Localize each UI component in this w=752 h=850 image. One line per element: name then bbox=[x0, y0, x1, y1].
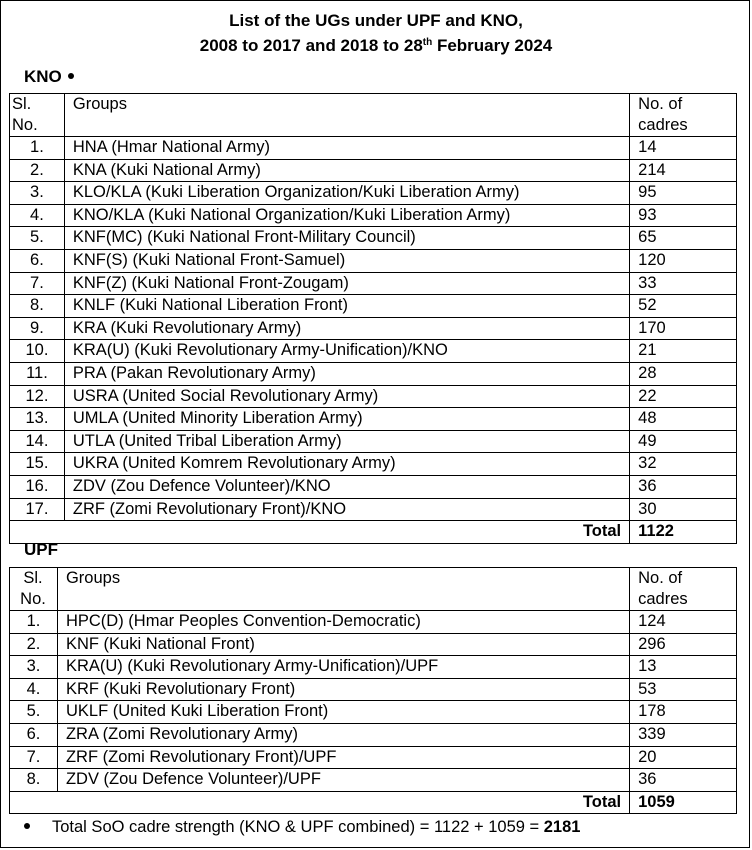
summary-value: 2181 bbox=[543, 818, 581, 836]
row-group: PRA (Pakan Revolutionary Army) bbox=[64, 362, 629, 385]
row-cadres: 22 bbox=[630, 385, 737, 408]
row-sl: 10. bbox=[10, 340, 65, 363]
row-sl: 7. bbox=[10, 272, 65, 295]
row-cadres: 178 bbox=[630, 701, 737, 724]
row-group: KNO/KLA (Kuki National Organization/Kuki Liberation Army) bbox=[64, 204, 629, 227]
upf-header-cadres bbox=[630, 568, 737, 611]
row-group: KNLF (Kuki National Liberation Front) bbox=[64, 295, 629, 318]
table-row bbox=[10, 746, 737, 769]
kno-header-cadres-text: No. of cadres bbox=[638, 95, 688, 134]
total-label: Total bbox=[10, 521, 630, 544]
table-row bbox=[10, 159, 737, 182]
title-line-2 bbox=[0, 33, 752, 58]
row-group: KRA(U) (Kuki Revolutionary Army-Unification)/UPF bbox=[57, 656, 629, 679]
row-cadres: 296 bbox=[630, 633, 737, 656]
row-group: KNF (Kuki National Front) bbox=[57, 633, 629, 656]
row-sl: 11. bbox=[10, 362, 65, 385]
row-group: UKRA (United Komrem Revolutionary Army) bbox=[64, 453, 629, 476]
row-group: KRF (Kuki Revolutionary Front) bbox=[57, 678, 629, 701]
upf-header-cadres-text: No. of cadres bbox=[638, 569, 688, 608]
row-group: HNA (Hmar National Army) bbox=[64, 137, 629, 160]
table-row bbox=[10, 249, 737, 272]
total-label: Total bbox=[10, 791, 630, 814]
row-group: ZRF (Zomi Revolutionary Front)/UPF bbox=[57, 746, 629, 769]
row-sl: 2. bbox=[10, 633, 58, 656]
row-cadres: 170 bbox=[630, 317, 737, 340]
row-sl: 1. bbox=[10, 137, 65, 160]
row-group: KRA(U) (Kuki Revolutionary Army-Unification)/KNO bbox=[64, 340, 629, 363]
table-row bbox=[10, 408, 737, 431]
row-sl: 6. bbox=[10, 249, 65, 272]
row-sl: 9. bbox=[10, 317, 65, 340]
row-group: UMLA (United Minority Liberation Army) bbox=[64, 408, 629, 431]
row-group: KNF(Z) (Kuki National Front-Zougam) bbox=[64, 272, 629, 295]
table-row bbox=[10, 453, 737, 476]
row-cadres: 65 bbox=[630, 227, 737, 250]
summary-line bbox=[24, 818, 580, 837]
row-cadres: 53 bbox=[630, 678, 737, 701]
row-cadres: 30 bbox=[630, 498, 737, 521]
row-cadres: 20 bbox=[630, 746, 737, 769]
row-group: KNA (Kuki National Army) bbox=[64, 159, 629, 182]
total-value: 1122 bbox=[630, 521, 737, 544]
row-group: USRA (United Social Revolutionary Army) bbox=[64, 385, 629, 408]
row-sl: 2. bbox=[10, 159, 65, 182]
kno-header-sl bbox=[10, 94, 65, 137]
total-row bbox=[10, 791, 737, 814]
row-sl: 17. bbox=[10, 498, 65, 521]
row-cadres: 93 bbox=[630, 204, 737, 227]
total-row bbox=[10, 521, 737, 544]
table-row bbox=[10, 723, 737, 746]
upf-section-label: UPF bbox=[24, 540, 58, 559]
table-row bbox=[10, 475, 737, 498]
row-cadres: 124 bbox=[630, 611, 737, 634]
table-row bbox=[10, 182, 737, 205]
upf-table-body bbox=[10, 568, 737, 814]
title-line-1: List of the UGs under UPF and KNO, bbox=[229, 11, 523, 30]
row-group: ZRF (Zomi Revolutionary Front)/KNO bbox=[64, 498, 629, 521]
total-value: 1059 bbox=[630, 791, 737, 814]
row-cadres: 28 bbox=[630, 362, 737, 385]
upf-header-sl bbox=[10, 568, 58, 611]
row-cadres: 33 bbox=[630, 272, 737, 295]
row-sl: 8. bbox=[10, 769, 58, 792]
row-cadres: 339 bbox=[630, 723, 737, 746]
row-sl: 4. bbox=[10, 678, 58, 701]
table-row bbox=[10, 340, 737, 363]
row-cadres: 36 bbox=[630, 769, 737, 792]
row-sl: 12. bbox=[10, 385, 65, 408]
row-group: KLO/KLA (Kuki Liberation Organization/Kuki Liberation Army) bbox=[64, 182, 629, 205]
row-sl: 3. bbox=[10, 656, 58, 679]
row-group: UKLF (United Kuki Liberation Front) bbox=[57, 701, 629, 724]
row-cadres: 95 bbox=[630, 182, 737, 205]
row-group: ZDV (Zou Defence Volunteer)/UPF bbox=[57, 769, 629, 792]
row-group: UTLA (United Tribal Liberation Army) bbox=[64, 430, 629, 453]
bullet-dot-icon bbox=[68, 73, 74, 79]
table-row bbox=[10, 430, 737, 453]
table-row bbox=[10, 611, 737, 634]
row-cadres: 14 bbox=[630, 137, 737, 160]
kno-header-cadres bbox=[630, 94, 737, 137]
row-cadres: 32 bbox=[630, 453, 737, 476]
kno-section-label bbox=[24, 67, 74, 87]
table-row bbox=[10, 317, 737, 340]
row-cadres: 120 bbox=[630, 249, 737, 272]
table-row bbox=[10, 769, 737, 792]
kno-header-groups: Groups bbox=[64, 94, 629, 137]
kno-table bbox=[9, 93, 737, 544]
row-group: KNF(MC) (Kuki National Front-Military Council) bbox=[64, 227, 629, 250]
row-cadres: 214 bbox=[630, 159, 737, 182]
table-row bbox=[10, 362, 737, 385]
table-row bbox=[10, 137, 737, 160]
title-line-2-sup: th bbox=[422, 37, 433, 48]
row-sl: 1. bbox=[10, 611, 58, 634]
upf-table bbox=[9, 567, 737, 814]
table-row bbox=[10, 295, 737, 318]
title-line-2-suffix: February 2024 bbox=[432, 36, 553, 55]
row-sl: 3. bbox=[10, 182, 65, 205]
kno-table-body bbox=[10, 94, 737, 544]
row-sl: 4. bbox=[10, 204, 65, 227]
table-row bbox=[10, 656, 737, 679]
table-row bbox=[10, 678, 737, 701]
table-row bbox=[10, 701, 737, 724]
kno-label-text: KNO bbox=[24, 67, 62, 86]
row-group: KRA (Kuki Revolutionary Army) bbox=[64, 317, 629, 340]
row-cadres: 48 bbox=[630, 408, 737, 431]
kno-table-header bbox=[10, 94, 737, 137]
table-row bbox=[10, 385, 737, 408]
row-group: HPC(D) (Hmar Peoples Convention-Democratic) bbox=[57, 611, 629, 634]
upf-header-groups: Groups bbox=[57, 568, 629, 611]
table-row bbox=[10, 633, 737, 656]
table-row bbox=[10, 498, 737, 521]
row-sl: 13. bbox=[10, 408, 65, 431]
row-cadres: 13 bbox=[630, 656, 737, 679]
title-line-2-prefix: 2008 to 2017 and 2018 to 28 bbox=[199, 36, 423, 55]
row-sl: 6. bbox=[10, 723, 58, 746]
row-group: ZDV (Zou Defence Volunteer)/KNO bbox=[64, 475, 629, 498]
row-cadres: 49 bbox=[630, 430, 737, 453]
row-group: KNF(S) (Kuki National Front-Samuel) bbox=[64, 249, 629, 272]
summary-text: Total SoO cadre strength (KNO & UPF combined) = 1122 + 1059 = bbox=[52, 818, 544, 836]
row-sl: 5. bbox=[10, 701, 58, 724]
upf-header-sl-text: Sl. No. bbox=[20, 569, 46, 608]
bullet-icon bbox=[24, 823, 30, 829]
row-cadres: 52 bbox=[630, 295, 737, 318]
upf-table-header bbox=[10, 568, 737, 611]
row-sl: 16. bbox=[10, 475, 65, 498]
table-row bbox=[10, 227, 737, 250]
row-sl: 15. bbox=[10, 453, 65, 476]
document-title bbox=[0, 8, 752, 58]
row-sl: 5. bbox=[10, 227, 65, 250]
row-cadres: 36 bbox=[630, 475, 737, 498]
row-sl: 8. bbox=[10, 295, 65, 318]
table-row bbox=[10, 204, 737, 227]
row-sl: 7. bbox=[10, 746, 58, 769]
table-row bbox=[10, 272, 737, 295]
row-group: ZRA (Zomi Revolutionary Army) bbox=[57, 723, 629, 746]
kno-header-sl-text: Sl. No. bbox=[12, 95, 38, 134]
row-cadres: 21 bbox=[630, 340, 737, 363]
row-sl: 14. bbox=[10, 430, 65, 453]
